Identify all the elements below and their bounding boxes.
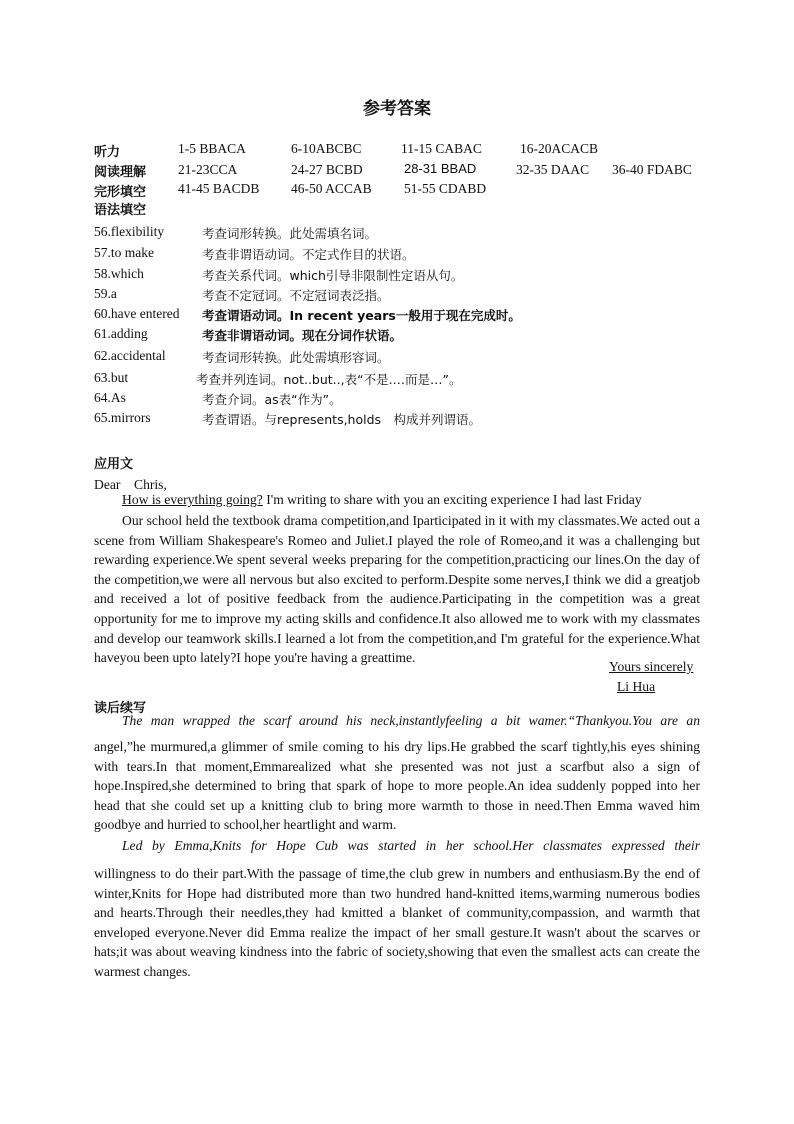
grammar-answer: 62.accidental (94, 348, 166, 363)
continuation-p2-lead: Led by Emma,Knits for Hope Cub was started in her school.Her classmates expressed their (122, 838, 700, 853)
letter-opening-underlined: How is everything going? (122, 492, 263, 507)
letter-closing: Yours sincerely (609, 659, 694, 674)
grammar-explanation: 考查不定冠词。不定冠词表泛指。 (202, 288, 390, 303)
grammar-explanation: 考查词形转换。此处需填形容词。 (202, 350, 390, 365)
letter-signature: Li Hua (617, 679, 656, 694)
listening-label: 听力 (94, 145, 121, 160)
cloze-answer: 46-50 ACCAB (291, 181, 372, 196)
cloze-label: 完形填空 (94, 185, 147, 200)
page-title: 参考答案 (363, 99, 431, 119)
continuation-p1-lead: The man wrapped the scarf around his neck,instantlyfeeling a bit wamer.“Thankyou.You are an (122, 713, 700, 728)
letter-opening-rest: I'm writing to share with you an exciting experience I had last Friday (262, 492, 642, 507)
listening-answer: 11-15 CABAC (401, 141, 482, 156)
grammar-explanation: 考查非谓语动词。不定式作目的状语。 (202, 247, 415, 262)
grammar-answer: 60.have entered (94, 306, 180, 321)
continuation-p1: angel,”he murmured,a glimmer of smile coming to his dry lips.He grabbed the scarf tightly,his eyes shining with tears.In that moment,Emmarealized what she presented was not just a scarfbut also a sign of hope.Inspired,she determined to bring that spark of hope to more people.An idea suddenly popped into her head that she could set up a knitting club to bring more warmth to those in need.Then Emma waved him goodbye and hurried to school,her heartlight and warm. (94, 739, 700, 833)
reading-answer: 32-35 DAAC (516, 162, 590, 177)
grammar-explanation: 考查词形转换。此处需填名词。 (202, 226, 378, 241)
grammar-answer: 59.a (94, 286, 117, 301)
reading-answer: 28-31 BBAD (404, 161, 477, 176)
grammar-explanation: 考查介词。as表“作为”。 (202, 392, 342, 407)
letter-opening (122, 492, 642, 508)
reading-answer: 36-40 FDABC (612, 162, 692, 177)
continuation-writing-label: 读后续写 (94, 701, 147, 716)
grammar-answer: 61.adding (94, 326, 148, 341)
grammar-answer: 65.mirrors (94, 410, 151, 425)
listening-answer: 1-5 BBACA (178, 141, 246, 156)
grammar-label: 语法填空 (94, 203, 147, 218)
grammar-answer: 64.As (94, 390, 126, 405)
grammar-answer: 56.flexibility (94, 224, 165, 239)
grammar-explanation: 考查关系代词。which引导非限制性定语从句。 (202, 268, 464, 283)
letter-salutation: Dear Chris, (94, 477, 167, 492)
grammar-explanation: 考查谓语。与represents,holds 构成并列谓语。 (202, 412, 482, 427)
grammar-explanation: 考查并列连词。not..but..,表“不是.…而是…”。 (196, 372, 462, 387)
listening-answer: 6-10ABCBC (291, 141, 362, 156)
reading-answer: 24-27 BCBD (291, 162, 363, 177)
reading-answer: 21-23CCA (178, 162, 238, 177)
letter-body: Our school held the textbook drama competition,and Iparticipated in it with my classmates.We acted out a scene from William Shakespeare's Romeo and Juliet.I played the role of Romeo,and it was a challenging but rewarding experience.We spent several weeks preparing for the competition,practicing our lines.On the day of the competition,we were all nervous but also excited to perform.Despite some nerves,I think we did a greatjob and received a lot of positive feedback from the audience.Participating in the competition was a great opportunity for me to improve my acting skills and confidence.It also allowed me to work with my classmates and develop our teamwork skills.I learned a lot from the competition,and I'm grateful for the experience.What haveyou been upto lately?I hope you're having a greattime. (94, 513, 700, 666)
grammar-explanation: 考查非谓语动词。现在分词作状语。 (202, 328, 403, 343)
grammar-answer: 58.which (94, 266, 144, 281)
continuation-p2: willingness to do their part.With the passage of time,the club grew in numbers and enthusiasm.By the end of winter,Knits for Hope had distributed more than two hundred hand-knitted items,warming numerous bodies and hearts.Through their needles,they had kmitted a blanket of community,compassion, and warmth that enveloped everyone.Never did Emma realize the impact of her small gesture.It wasn't about the scarves or hats;it was about weaving kindness into the fabric of society,showing that even the smallest acts can create the warmest changes. (94, 866, 700, 979)
reading-label: 阅读理解 (94, 165, 147, 180)
cloze-answer: 41-45 BACDB (178, 181, 260, 196)
grammar-answer: 57.to make (94, 245, 154, 260)
listening-answer: 16-20ACACB (520, 141, 599, 156)
grammar-answer: 63.but (94, 370, 129, 385)
applied-writing-label: 应用文 (94, 457, 134, 472)
cloze-answer: 51-55 CDABD (404, 181, 487, 196)
grammar-explanation: 考查谓语动词。In recent years一般用于现在完成时。 (202, 308, 521, 323)
